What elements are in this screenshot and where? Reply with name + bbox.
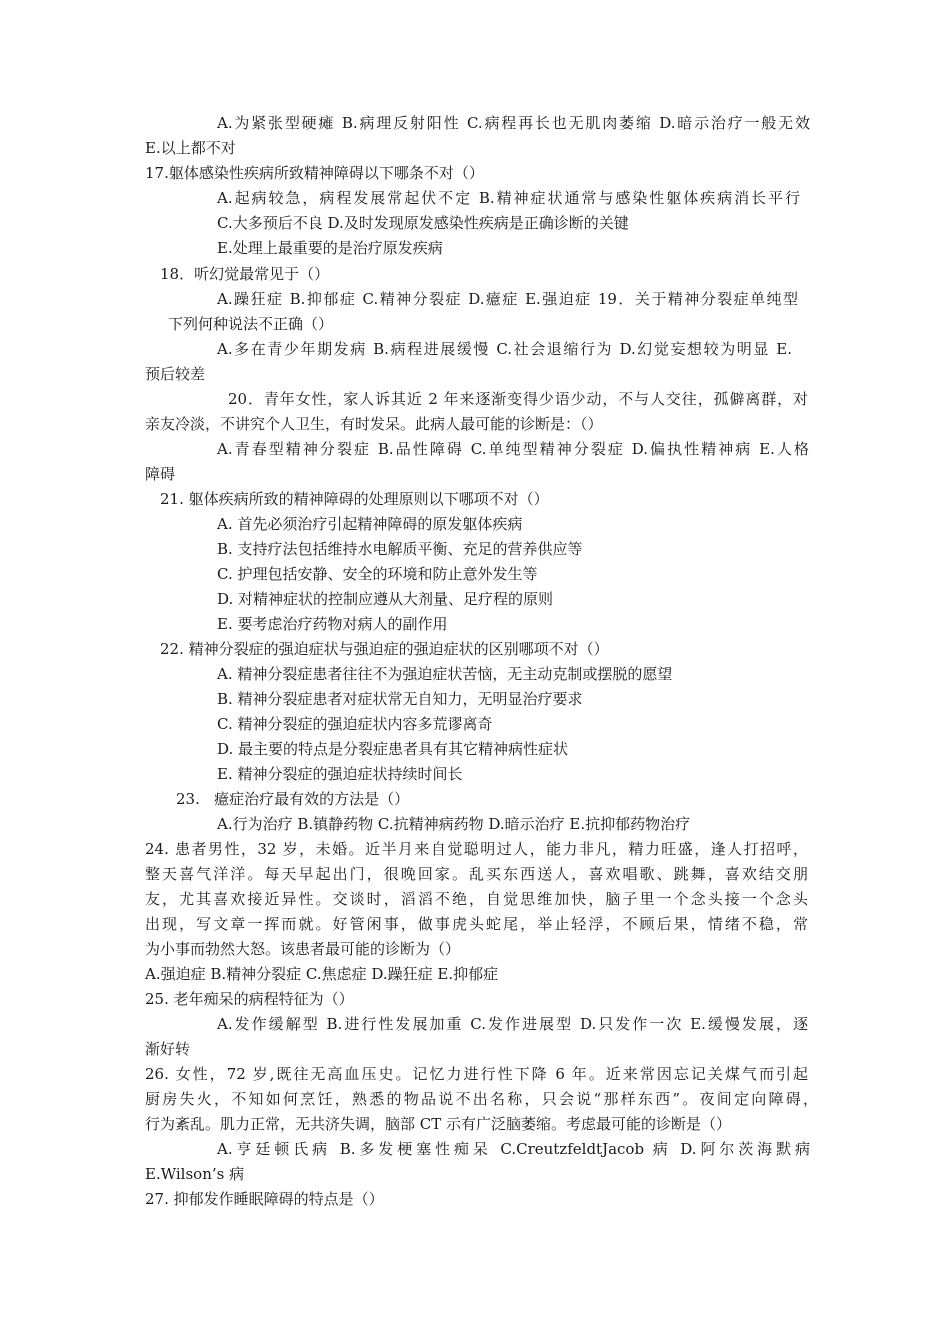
q18-stem: 18．听幻觉最常见于（） <box>160 265 330 283</box>
q24-stem-line-2: 整天喜气洋洋。每天早起出门，很晚回家。乱买东西送人，喜欢唱歌、跳舞，喜欢结交朋 <box>145 865 808 883</box>
q21-option-c: C. 护理包括安静、安全的环境和防止意外发生等 <box>217 565 538 583</box>
q17-stem: 17.躯体感染性疾病所致精神障碍以下哪条不对（） <box>145 164 484 182</box>
q20-stem-line-2: 亲友冷淡，不讲究个人卫生，有时发呆。此病人最可能的诊断是：（） <box>145 415 603 433</box>
q24-stem-line-3: 友，尤其喜欢接近异性。交谈时，滔滔不绝，自觉思维加快，脑子里一个念头接一个念头 <box>145 890 808 908</box>
q24-stem-line-4: 出现，写文章一挥而就。好管闲事，做事虎头蛇尾，举止轻浮，不顾后果，情绪不稳，常 <box>145 915 808 933</box>
q26-stem-line-2: 厨房失火，不知如何烹饪，熟悉的物品说不出名称，只会说“那样东西”。夜间定向障碍， <box>145 1090 818 1108</box>
q26-stem-line-1: 26. 女性，72 岁,既往无高血压史。记忆力进行性下降 6 年。近来常因忘记关煤气而引起 <box>145 1065 808 1083</box>
q17-option-e: E.处理上最重要的是治疗原发疾病 <box>217 239 443 257</box>
q25-options-line-1: A.发作缓解型 B.进行性发展加重 C.发作进展型 D.只发作一次 E.缓慢发展，逐 <box>217 1015 808 1033</box>
q18-options-q19-stem: A.躁狂症 B.抑郁症 C.精神分裂症 D.癔症 E.强迫症 19．关于精神分裂症单纯型 <box>217 290 798 308</box>
q21-option-e: E. 要考虑治疗药物对病人的副作用 <box>217 615 448 633</box>
q19-options-line-2: 预后较差 <box>145 365 206 383</box>
q21-stem: 21. 躯体疾病所致的精神障碍的处理原则以下哪项不对（） <box>160 490 549 508</box>
q20-options-line-2: 障碍 <box>145 465 176 483</box>
q22-option-a: A. 精神分裂症患者往往不为强迫症状苦恼，无主动克制或摆脱的愿望 <box>217 665 673 683</box>
q24-stem-line-5: 为小事而勃然大怒。该患者最可能的诊断为（） <box>145 940 461 958</box>
q26-options-line-2: E.Wilson’s 病 <box>145 1165 245 1183</box>
q25-stem: 25. 老年痴呆的病程特征为（） <box>145 990 354 1008</box>
q21-option-a: A. 首先必须治疗引起精神障碍的原发躯体疾病 <box>217 515 523 533</box>
q21-option-b: B. 支持疗法包括维持水电解质平衡、充足的营养供应等 <box>217 540 583 558</box>
q23-stem: 23. 癔症治疗最有效的方法是（） <box>176 790 410 808</box>
q26-options-line-1: A.亨廷顿氏病 B.多发梗塞性痴呆 C.CreutzfeldtJacob 病 D.阿尔茨海默病 <box>217 1140 810 1158</box>
q21-option-d: D. 对精神症状的控制应遵从大剂量、足疗程的原则 <box>217 590 554 608</box>
q19-options-line-1: A.多在青少年期发病 B.病程进展缓慢 C.社会退缩行为 D.幻觉妄想较为明显 E. <box>217 340 792 358</box>
q22-option-d: D. 最主要的特点是分裂症患者具有其它精神病性症状 <box>217 740 569 758</box>
q17-option-ab: A.起病较急，病程发展常起伏不定 B.精神症状通常与感染性躯体疾病消长平行 <box>217 189 800 207</box>
q22-option-b: B. 精神分裂症患者对症状常无自知力，无明显治疗要求 <box>217 690 583 708</box>
q20-options-line-1: A.青春型精神分裂症 B.品性障碍 C.单纯型精神分裂症 D.偏执性精神病 E.人格 <box>217 440 809 458</box>
q16-options-line-2: E.以上都不对 <box>145 139 236 157</box>
q23-options: A.行为治疗 B.镇静药物 C.抗精神病药物 D.暗示治疗 E.抗抑郁药物治疗 <box>217 815 691 833</box>
q24-options: A.强迫症 B.精神分裂症 C.焦虑症 D.躁狂症 E.抑郁症 <box>145 965 499 983</box>
q22-option-e: E. 精神分裂症的强迫症状持续时间长 <box>217 765 463 783</box>
q16-options-line-1: A.为紧张型硬瘫 B.病理反射阳性 C.病程再长也无肌肉萎缩 D.暗示治疗一般无效 <box>217 114 810 132</box>
q20-stem-line-1: 20．青年女性，家人诉其近 2 年来逐渐变得少语少动，不与人交往，孤僻离群，对 <box>228 390 808 408</box>
q22-stem: 22. 精神分裂症的强迫症状与强迫症的强迫症状的区别哪项不对（） <box>160 640 609 658</box>
q22-option-c: C. 精神分裂症的强迫症状内容多荒谬离奇 <box>217 715 493 733</box>
q17-option-cd: C.大多预后不良 D.及时发现原发感染性疾病是正确诊断的关键 <box>217 214 629 232</box>
q25-options-line-2: 渐好转 <box>145 1040 191 1058</box>
q27-stem: 27. 抑郁发作睡眠障碍的特点是（） <box>145 1190 384 1208</box>
q19-stem-cont: 下列何种说法不正确（） <box>168 315 334 333</box>
q24-stem-line-1: 24. 患者男性，32 岁，未婚。近半月来自觉聪明过人，能力非凡，精力旺盛，逢人打招呼， <box>145 840 808 858</box>
q26-stem-line-3: 行为紊乱。肌力正常，无共济失调，脑部 CT 示有广泛脑萎缩。考虑最可能的诊断是（） <box>145 1115 732 1133</box>
